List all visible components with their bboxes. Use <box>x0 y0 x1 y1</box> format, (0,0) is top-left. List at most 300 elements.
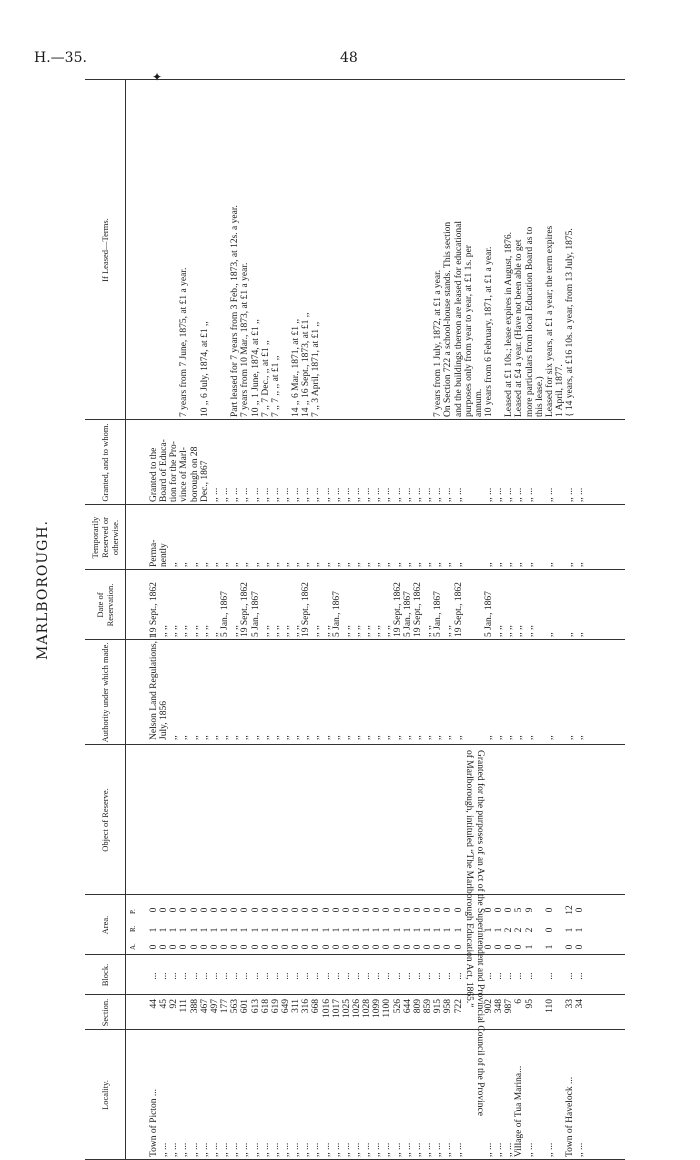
cell-a: 0 <box>412 944 423 950</box>
cell-r: 2 <box>504 927 515 933</box>
cell-temp: ,, <box>575 562 586 567</box>
header-rule <box>125 80 126 1160</box>
cell-blk: ... <box>382 972 393 980</box>
table-row <box>301 80 311 1160</box>
cell-p: 0 <box>149 907 159 913</box>
cell-date: ,, <box>209 632 220 637</box>
cell-loc: ,, ... <box>220 1142 231 1157</box>
cell-grant: ,, ... <box>382 487 393 502</box>
cell-sec: 958 <box>443 999 454 1014</box>
cell-temp: ,, <box>169 562 180 567</box>
header-area: Area. <box>100 915 110 935</box>
cell-temp: ,, <box>362 562 373 567</box>
cell-auth: ,, <box>240 735 251 740</box>
cell-r: 1 <box>250 927 261 933</box>
cell-date: 19 Sept., 1862 <box>301 582 312 637</box>
cell-blk: ... <box>504 972 515 980</box>
cell-grant: ,, ... <box>453 487 464 502</box>
page-number: 48 <box>340 50 358 66</box>
cell-grant: ,, ... <box>402 487 413 502</box>
cell-a: 0 <box>169 944 180 950</box>
cell-r: 1 <box>433 927 444 933</box>
cell-r: 2 <box>514 927 525 933</box>
cell-auth: ,, <box>453 735 464 740</box>
cell-r: 1 <box>382 927 393 933</box>
cell-lease: 14 ,, 6 Mar., 1871, at £1 ,, <box>291 318 302 417</box>
cell-date: 5 Jan., 1867 <box>220 591 231 637</box>
cell-p: 0 <box>504 907 515 913</box>
cell-date: ,, ,, <box>372 625 383 637</box>
cell-grant: ,, ... <box>443 487 454 502</box>
cell-loc: ,, ... <box>311 1142 322 1157</box>
cell-temp: ,, <box>382 562 393 567</box>
cell-a: 0 <box>149 944 159 950</box>
cell-auth: Nelson Land Regulations, 1 <box>149 633 159 740</box>
cell-loc: ,, ... <box>321 1142 332 1157</box>
cell-p: 0 <box>575 907 586 913</box>
cell-a: 0 <box>321 944 332 950</box>
cell-a: 0 <box>301 944 312 950</box>
table-row <box>210 80 220 1160</box>
cell-temp: ,, <box>504 562 515 567</box>
cell-blk: ... <box>443 972 454 980</box>
cell-sec: 467 <box>199 999 210 1014</box>
cell-p: 9 <box>524 907 535 913</box>
cell-temp: ,, <box>321 562 332 567</box>
cell-auth: ,, <box>301 735 312 740</box>
cell-auth: ,, <box>169 735 180 740</box>
cell-auth: ,, <box>382 735 393 740</box>
cell-r: 1 <box>311 927 322 933</box>
cell-r: 1 <box>159 927 170 933</box>
cell-a: 0 <box>453 944 464 950</box>
cell-auth: ,, <box>443 735 454 740</box>
cell-blk: ... <box>544 972 555 980</box>
table-row <box>382 80 392 1160</box>
cell-auth: ,, <box>331 735 342 740</box>
cell-temp: ,, <box>524 562 535 567</box>
cell-sec: 1099 <box>372 999 383 1018</box>
cell-sec: 311 <box>291 999 302 1013</box>
cell-loc: ,, ... <box>494 1142 505 1157</box>
cell-sec: 111 <box>179 999 190 1013</box>
cell-sec: 33 <box>565 999 576 1009</box>
cell-loc: ,, ... <box>199 1142 210 1157</box>
granted-board-note: tion for the Pro- <box>169 441 180 502</box>
table-row <box>545 80 555 1160</box>
cell-r: 1 <box>199 927 210 933</box>
cell-loc: ,, ... <box>280 1142 291 1157</box>
cell-loc: ,, ... <box>240 1142 251 1157</box>
cell-date: ,, ,, <box>341 625 352 637</box>
cell-lease: 7 years from 1 July, 1872, at £1 a year. <box>433 269 444 417</box>
cell-date: ,, ,, <box>352 625 362 637</box>
cell-grant: ,, ... <box>392 487 403 502</box>
cell-auth: ,, <box>544 735 555 740</box>
cell-loc: ,, ... <box>453 1142 464 1157</box>
cell-lease: 10 ,, 1 June, 1874, at £1 ,, <box>250 319 261 417</box>
cell-lease: Leased at £4 a year. (Have not been able to get <box>514 239 525 417</box>
cell-p: 0 <box>453 907 464 913</box>
cell-temp: ,, <box>402 562 413 567</box>
cell-a: 0 <box>220 944 231 950</box>
cell-loc: ,, ... <box>382 1142 393 1157</box>
cell-p: 0 <box>382 907 393 913</box>
cell-loc: ,, ... <box>189 1142 200 1157</box>
cell-sec: 316 <box>301 999 312 1014</box>
cell-temp: ,, <box>372 562 383 567</box>
cell-loc: ,, ... <box>179 1142 190 1157</box>
cell-r: 1 <box>260 927 271 933</box>
cell-r: 1 <box>412 927 423 933</box>
cell-p: 0 <box>392 907 403 913</box>
cell-loc: Town of Havelock ... <box>565 1076 576 1157</box>
cell-a: 0 <box>402 944 413 950</box>
cell-loc: ,, ... <box>169 1142 180 1157</box>
table-row <box>484 80 494 1160</box>
cell-p: 12 <box>565 905 576 915</box>
cell-date: ,, ,, <box>524 625 535 637</box>
cell-lease: Leased at £1 10s.; lease expires in August, 1876. <box>504 232 515 417</box>
cell-r: 1 <box>230 927 241 933</box>
cell-loc: ,, ... <box>362 1142 373 1157</box>
cell-p: 0 <box>199 907 210 913</box>
cell-grant: ,, ... <box>423 487 434 502</box>
cell-date: ,, ,, <box>514 625 525 637</box>
cell-temp: ,, <box>443 562 454 567</box>
cell-lease: 10 ,, 6 July, 1874, at £1 ,, <box>199 321 210 417</box>
cell-blk: ... <box>352 972 362 980</box>
cell-a: 0 <box>159 944 170 950</box>
cell-r: 0 <box>544 927 555 933</box>
table-row <box>200 80 210 1160</box>
granted-board-note: Granted to the <box>149 447 159 502</box>
cell-sec: 1028 <box>362 999 373 1018</box>
cell-p: 0 <box>402 907 413 913</box>
table-row <box>514 80 524 1160</box>
cell-temp: ,, <box>230 562 241 567</box>
cell-temp: nently <box>159 543 170 567</box>
cell-grant: ,, ... <box>504 487 515 502</box>
cell-blk: ... <box>433 972 444 980</box>
cell-lease: more particulars from local Education Board as to <box>524 226 535 417</box>
cell-grant: ,, ... <box>321 487 332 502</box>
cell-a: 0 <box>291 944 302 950</box>
header-authority: Authority under which made. <box>100 642 110 743</box>
header-block: Block. <box>100 963 110 987</box>
cell-blk: ... <box>341 972 352 980</box>
cell-date: ,, ,, <box>230 625 241 637</box>
cell-auth: ,, <box>433 735 444 740</box>
table-row <box>281 80 291 1160</box>
cell-p: 0 <box>291 907 302 913</box>
cell-lease: 7 ,, 3 April, 1871, at £1 ,, <box>311 321 322 417</box>
table-row <box>169 80 179 1160</box>
cell-date: 19 Sept., 1862 <box>392 582 403 637</box>
table-row <box>159 80 169 1160</box>
cell-blk: ... <box>199 972 210 980</box>
cell-lease: On Section 722 a school-house stands. This section <box>443 221 454 417</box>
cell-temp: ,, <box>494 562 505 567</box>
cell-temp: ,, <box>483 562 494 567</box>
cell-lease: 14 ,, 16 Sept., 1873, at £1 ,, <box>301 312 312 417</box>
cell-grant: ,, ... <box>524 487 535 502</box>
cell-blk: ... <box>169 972 180 980</box>
cell-a: 0 <box>514 944 525 950</box>
table-row <box>393 80 403 1160</box>
cell-grant: ,, ... <box>544 487 555 502</box>
cell-a: 0 <box>270 944 281 950</box>
table-row <box>220 80 230 1160</box>
cell-date: ,, ,, <box>179 625 190 637</box>
cell-grant: ,, ... <box>250 487 261 502</box>
cell-blk: ... <box>321 972 332 980</box>
cell-auth: ,, <box>199 735 210 740</box>
cell-a: 0 <box>423 944 434 950</box>
cell-loc: ,, ... <box>423 1142 434 1157</box>
cell-sec: 1025 <box>341 999 352 1018</box>
cell-grant: ,, ... <box>301 487 312 502</box>
granted-board-note: Board of Educa- <box>159 439 170 502</box>
cell-temp: ,, <box>352 562 362 567</box>
cell-sec: 34 <box>575 999 586 1009</box>
cell-loc: ,, ... <box>504 1142 515 1157</box>
cell-p: 0 <box>189 907 200 913</box>
cell-r: 1 <box>483 927 494 933</box>
table-row <box>322 80 332 1160</box>
cell-loc: ,, ... <box>352 1142 362 1157</box>
table-row <box>555 80 565 1160</box>
cell-date: 19 Sept., 1862 <box>240 582 251 637</box>
cell-p: 0 <box>311 907 322 913</box>
cell-date: ,, <box>575 632 586 637</box>
cell-sec: 1100 <box>382 999 393 1018</box>
cell-temp: ,, <box>423 562 434 567</box>
cell-p: 0 <box>209 907 220 913</box>
cell-a: 0 <box>575 944 586 950</box>
header-temporary: Temporarily Reserved or otherwise. <box>90 516 120 559</box>
cell-blk: ... <box>392 972 403 980</box>
cell-a: 0 <box>179 944 190 950</box>
cell-loc: ,, ... <box>209 1142 220 1157</box>
cell-temp: ,, <box>412 562 423 567</box>
table-row <box>504 80 514 1160</box>
table-row <box>271 80 281 1160</box>
cell-loc: ,, ... <box>270 1142 281 1157</box>
cell-grant: ,, ... <box>352 487 362 502</box>
cell-p: 0 <box>301 907 312 913</box>
cell-loc: Village of Tua Marina... <box>514 1065 525 1157</box>
cell-auth: ,, <box>341 735 352 740</box>
cell-auth: ,, <box>483 735 494 740</box>
cell-lease: and the buildings thereon are leased for educational <box>453 221 464 417</box>
cell-grant: ,, ... <box>362 487 373 502</box>
cell-sec: 6 <box>514 999 525 1004</box>
cell-lease: { 14 years, at £16 10s. a year, from 13 July, 1875. <box>565 228 576 417</box>
cell-grant: ,, ... <box>372 487 383 502</box>
cell-sec: 388 <box>189 999 200 1014</box>
cell-loc: ,, ... <box>250 1142 261 1157</box>
cell-p: 0 <box>270 907 281 913</box>
cell-sec: 177 <box>220 999 231 1014</box>
cell-auth: ,, <box>494 735 505 740</box>
cell-grant: ,, ... <box>230 487 241 502</box>
cell-date: 5 Jan., 1867 <box>402 591 413 637</box>
table-row <box>372 80 382 1160</box>
cell-date: 5 Jan., 1867 <box>483 591 494 637</box>
cell-r: 1 <box>372 927 383 933</box>
table-row <box>240 80 250 1160</box>
cell-grant: ,, ... <box>575 487 586 502</box>
cell-a: 0 <box>209 944 220 950</box>
table-row <box>575 80 585 1160</box>
cell-r: 2 <box>524 927 535 933</box>
cell-lease: 1 April, 1877. <box>555 364 565 417</box>
cell-lease: 7 ,, 7 ,, ,, at £1 ,, <box>270 355 281 417</box>
cell-sec: 644 <box>402 999 413 1014</box>
granted-board-note: Dec., 1867 <box>199 460 210 502</box>
granted-board-note: vince of Marl- <box>179 447 190 502</box>
cell-sec: 497 <box>209 999 220 1014</box>
cell-loc: ,, ... <box>392 1142 403 1157</box>
table-row <box>403 80 413 1160</box>
cell-r: 1 <box>575 927 586 933</box>
area-unit-label: R. <box>129 925 137 932</box>
reserves-table <box>85 80 625 1160</box>
cell-p: 0 <box>230 907 241 913</box>
cell-sec: 1016 <box>321 999 332 1018</box>
table-row <box>433 80 443 1160</box>
cell-loc: ,, ... <box>260 1142 271 1157</box>
cell-date: ,, ,, <box>504 625 515 637</box>
cell-lease: this lease.) <box>534 376 545 417</box>
cell-auth: July, 1856 <box>159 701 170 740</box>
cell-blk: ... <box>514 972 525 980</box>
cell-temp: ,, <box>250 562 261 567</box>
cell-sec: 110 <box>544 999 555 1013</box>
cell-r: 1 <box>423 927 434 933</box>
cell-blk: ... <box>483 972 494 980</box>
cell-blk: ... <box>331 972 342 980</box>
cell-grant: ,, ... <box>341 487 352 502</box>
cell-grant: ,, ... <box>412 487 423 502</box>
cell-date: 19 Sept., 1862 <box>149 582 159 637</box>
cell-sec: 44 <box>149 999 159 1009</box>
cell-p: 0 <box>220 907 231 913</box>
cell-sec: 92 <box>169 999 180 1009</box>
cell-auth: ,, <box>565 735 576 740</box>
cell-lease: purposes only from year to year, at £1 1s. per <box>463 245 474 417</box>
cell-p: 0 <box>341 907 352 913</box>
cell-temp: ,, <box>433 562 444 567</box>
cell-auth: ,, <box>250 735 261 740</box>
cell-grant: ,, ... <box>565 487 576 502</box>
cell-date: ,, ,, <box>280 625 291 637</box>
cell-r: 1 <box>331 927 342 933</box>
cell-p: 0 <box>372 907 383 913</box>
cell-grant: ,, ... <box>331 487 342 502</box>
cell-lease: 7 years from 10 Mar., 1873, at £1 a year. <box>240 262 251 417</box>
cell-r: 1 <box>321 927 332 933</box>
cell-auth: ,, <box>575 735 586 740</box>
cell-temp: ,, <box>544 562 555 567</box>
cell-auth: ,, <box>270 735 281 740</box>
cell-temp: ,, <box>209 562 220 567</box>
cell-blk: ... <box>453 972 464 980</box>
cell-sec: 618 <box>260 999 271 1014</box>
cell-date: ,, ,, <box>443 625 454 637</box>
cell-blk: ... <box>220 972 231 980</box>
cell-a: 0 <box>331 944 342 950</box>
table-row <box>179 80 189 1160</box>
cell-loc: ,, ... <box>483 1142 494 1157</box>
cell-a: 0 <box>494 944 505 950</box>
cell-grant: ,, ... <box>483 487 494 502</box>
cell-date: ,, ,, <box>169 625 180 637</box>
cell-blk: ... <box>412 972 423 980</box>
cell-a: 0 <box>362 944 373 950</box>
cell-a: 0 <box>311 944 322 950</box>
cell-temp: ,, <box>280 562 291 567</box>
cell-sec: 95 <box>524 999 535 1009</box>
cell-a: 0 <box>565 944 576 950</box>
cell-date: ,, ,, <box>362 625 373 637</box>
header-date: Date of Reservation. <box>95 583 115 627</box>
cell-blk: ... <box>230 972 241 980</box>
cell-blk: ... <box>494 972 505 980</box>
cell-date: 5 Jan., 1867 <box>331 591 342 637</box>
cell-sec: 1026 <box>352 999 362 1018</box>
cell-auth: ,, <box>402 735 413 740</box>
table-row <box>342 80 352 1160</box>
cell-lease: 7 years from 7 June, 1875, at £1 a year. <box>179 267 190 417</box>
cell-sec: 601 <box>240 999 251 1014</box>
cell-r: 1 <box>494 927 505 933</box>
cell-a: 0 <box>250 944 261 950</box>
cell-loc: ,, ... <box>544 1142 555 1157</box>
cell-a: 0 <box>504 944 515 950</box>
cell-auth: ,, <box>291 735 302 740</box>
cell-r: 1 <box>189 927 200 933</box>
cell-p: 0 <box>250 907 261 913</box>
cell-blk: ... <box>565 972 576 980</box>
table-row <box>352 80 362 1160</box>
cell-a: 0 <box>280 944 291 950</box>
cell-a: 0 <box>382 944 393 950</box>
cell-r: 1 <box>443 927 454 933</box>
cell-r: 1 <box>169 927 180 933</box>
cell-loc: Town of Picton ... <box>149 1089 159 1157</box>
cell-auth: ,, <box>220 735 231 740</box>
cell-r: 1 <box>179 927 190 933</box>
cell-grant: ,, ... <box>270 487 281 502</box>
table-row <box>443 80 453 1160</box>
cell-grant: ,, ... <box>220 487 231 502</box>
cell-r: 1 <box>220 927 231 933</box>
table-row <box>362 80 372 1160</box>
table-row <box>494 80 504 1160</box>
area-unit-label: P. <box>129 909 137 914</box>
cell-temp: ,, <box>220 562 231 567</box>
cell-r: 1 <box>565 927 576 933</box>
cell-date: ,, ,, <box>321 625 332 637</box>
cell-temp: ,, <box>199 562 210 567</box>
cell-date: ,, ,, <box>382 625 393 637</box>
object-of-reserve-text: Granted for the purposes of an Act of the Superintendent and Provincial Council of the Province <box>475 750 485 1116</box>
cell-auth: ,, <box>514 735 525 740</box>
cell-a: 0 <box>230 944 241 950</box>
cell-grant: ,, ... <box>280 487 291 502</box>
